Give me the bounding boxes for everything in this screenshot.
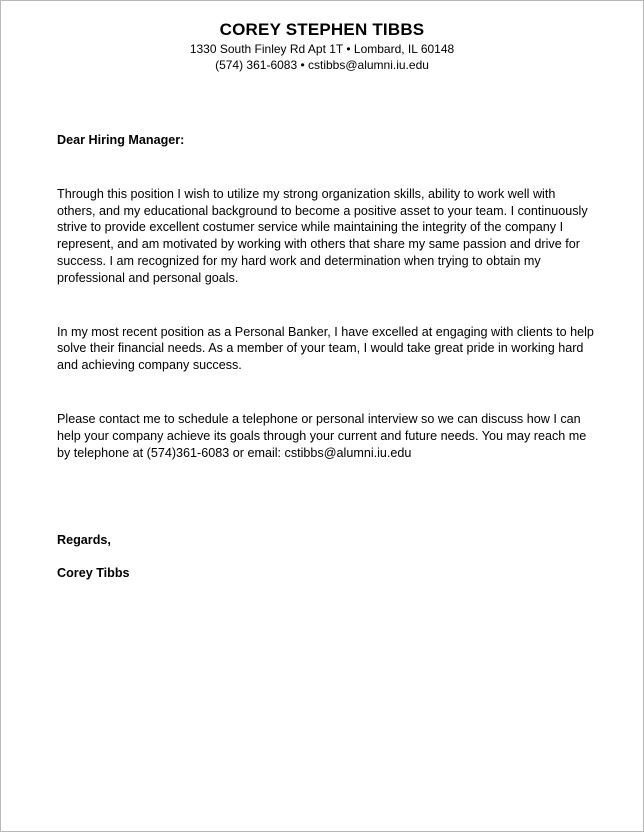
letter-body — [57, 132, 597, 582]
letterhead — [1, 19, 643, 73]
salutation: Dear Hiring Manager: — [57, 133, 185, 147]
closing: Regards, — [57, 533, 111, 548]
paragraph-introduction: Through this position I wish to utilize my strong organization skills, ability to work well with others, and my educational background to become a positive asset to your team. I continuously strive to provide excellent costumer service while maintaining the integrity of the company I represent, and am motivated by working with others that share my same passion and drive for success. I am recognized for my hard work and determination when trying to obtain my professional and personal goals. — [57, 186, 588, 285]
paragraph-experience: In my most recent position as a Personal Banker, I have excelled at engaging with clients to help solve their financial needs. As a member of your team, I would take great pride in working hard and achieving company success. — [57, 324, 594, 373]
paragraph-contact-request: Please contact me to schedule a telephone or personal interview so we can discuss how I can help your company achieve its goals through your current and future needs. You may reach me by telephone at (574)361-6083 or email: cstibbs@alumni.iu.edu — [57, 411, 587, 460]
applicant-address: 1330 South Finley Rd Apt 1T • Lombard, IL 60148 — [189, 42, 455, 56]
applicant-contact: (574) 361-6083 • cstibbs@alumni.iu.edu — [215, 58, 429, 72]
signature: Corey Tibbs — [57, 566, 130, 581]
applicant-name: COREY STEPHEN TIBBS — [219, 20, 425, 39]
